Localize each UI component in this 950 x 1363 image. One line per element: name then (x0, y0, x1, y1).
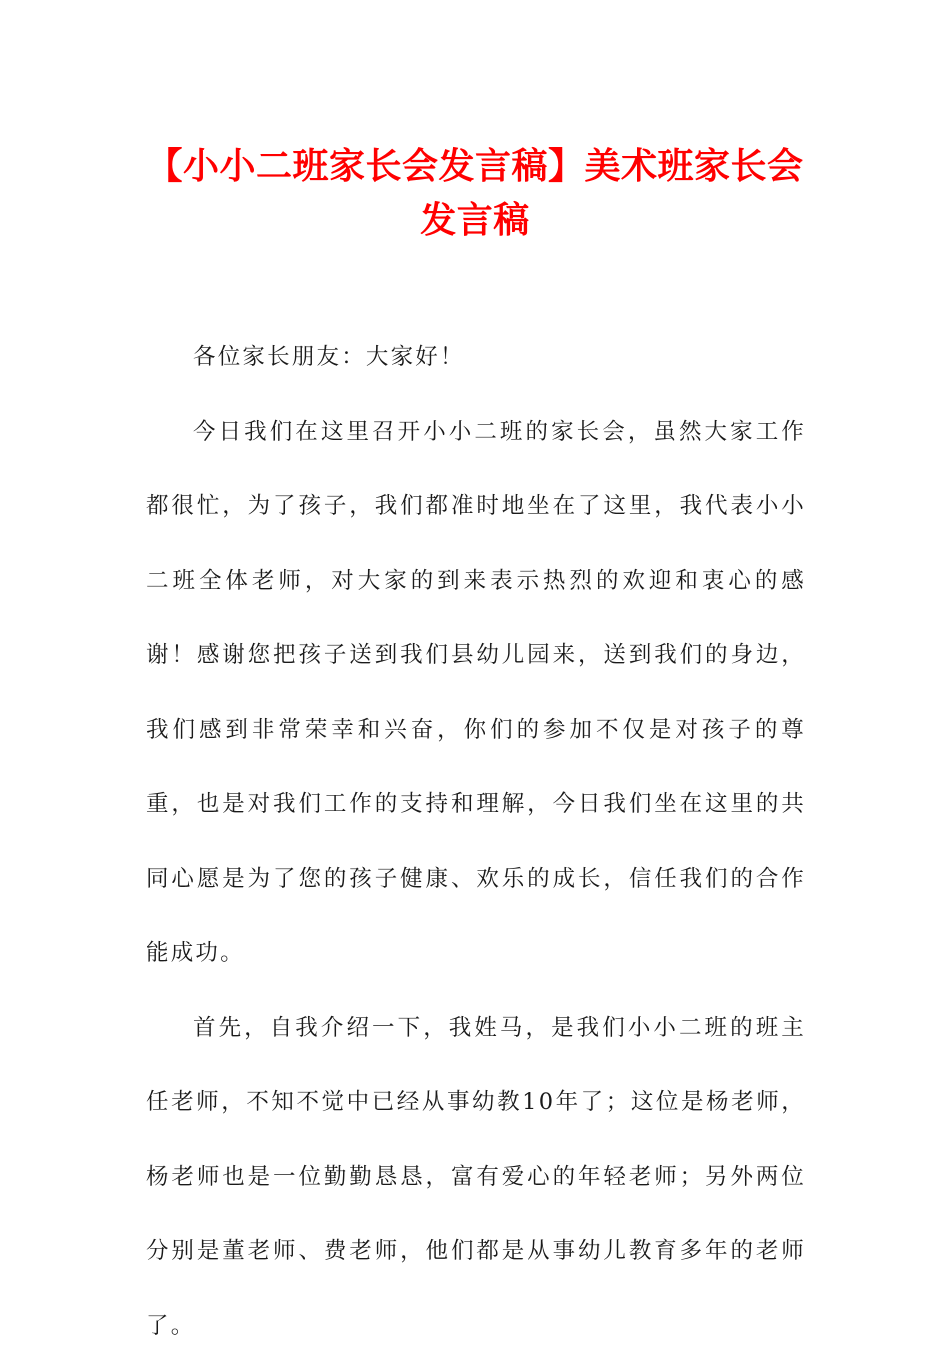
document-title: 【小小二班家长会发言稿】美术班家长会发言稿 (140, 140, 810, 248)
paragraph-welcome: 今日我们在这里召开小小二班的家长会，虽然大家工作都很忙，为了孩子，我们都准时地坐在了这里，我代表小小二班全体老师，对大家的到来表示热烈的欢迎和衷心的感谢！感谢您把孩子送到我们县幼儿园来，送到我们的身边，我们感到非常荣幸和兴奋，你们的参加不仅是对孩子的尊重，也是对我们工作的支持和理解，今日我们坐在这里的共同心愿是为了您的孩子健康、欢乐的成长，信任我们的合作能成功。 (146, 395, 806, 991)
document-body (146, 320, 806, 1363)
paragraph-greeting: 各位家长朋友：大家好！ (146, 320, 806, 395)
paragraph-introduction: 首先，自我介绍一下，我姓马，是我们小小二班的班主任老师，不知不觉中已经从事幼教10年了；这位是杨老师，杨老师也是一位勤勤恳恳，富有爱心的年轻老师；另外两位分别是董老师、费老师，他们都是从事幼儿教育多年的老师了。 (146, 991, 806, 1363)
